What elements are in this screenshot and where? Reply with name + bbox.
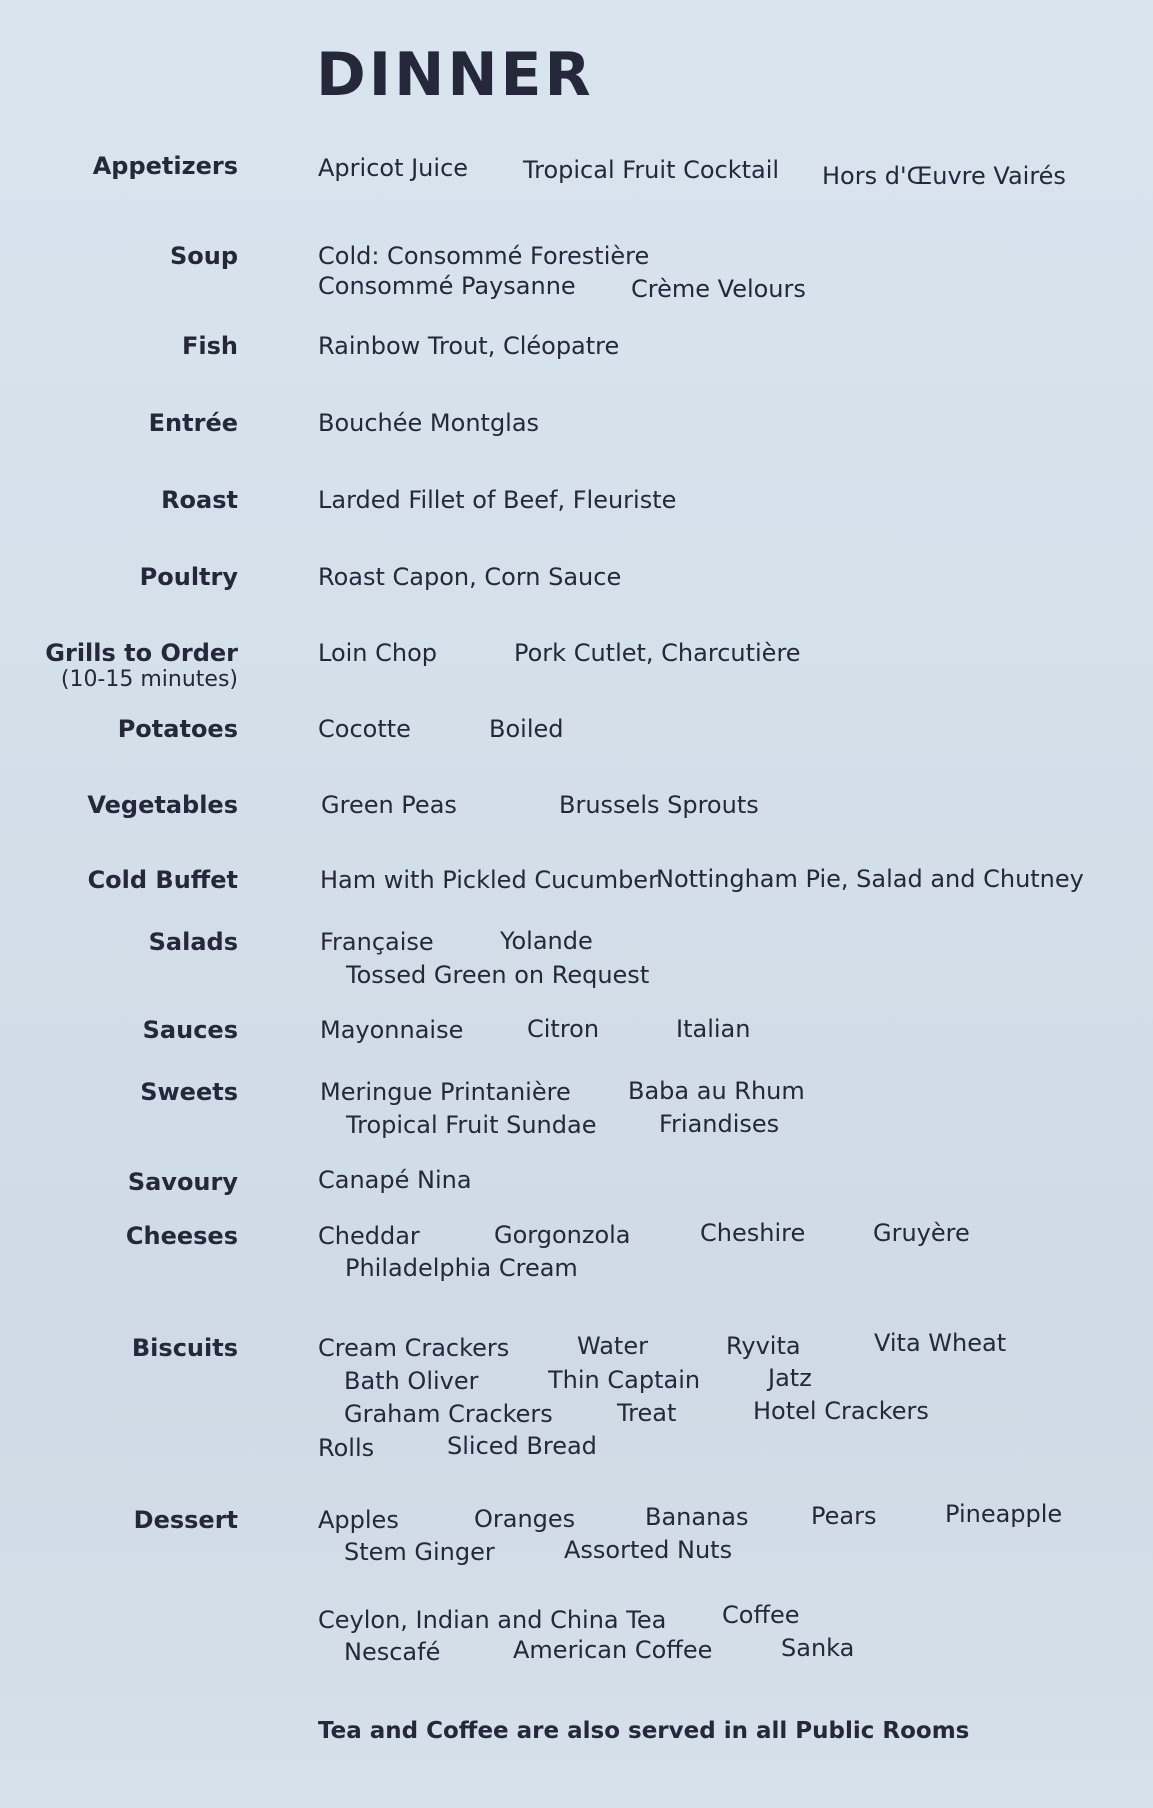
menu-item: Française xyxy=(320,928,434,956)
menu-item: Roast Capon, Corn Sauce xyxy=(318,563,622,591)
menu-item: American Coffee xyxy=(513,1636,713,1664)
menu-item: Larded Fillet of Beef, Fleuriste xyxy=(318,486,677,514)
section-label: Roast xyxy=(161,486,238,514)
section-label: Vegetables xyxy=(87,791,238,819)
menu-item: Tossed Green on Request xyxy=(346,961,650,989)
menu-item: Cheddar xyxy=(318,1222,420,1250)
section-label: Sweets xyxy=(140,1078,238,1106)
menu-item: Meringue Printanière xyxy=(320,1078,571,1106)
menu-item: Crème Velours xyxy=(631,275,806,303)
menu-item: Pears xyxy=(811,1502,877,1530)
menu-item: Sanka xyxy=(781,1634,855,1662)
menu-item: Baba au Rhum xyxy=(628,1077,805,1105)
menu-item: Ham with Pickled Cucumber xyxy=(320,866,658,894)
menu-item: Pineapple xyxy=(945,1500,1063,1528)
menu-item: Cream Crackers xyxy=(318,1334,510,1362)
menu-item: Apples xyxy=(318,1506,399,1534)
menu-item: Canapé Nina xyxy=(318,1166,472,1194)
section-label: Fish xyxy=(182,332,238,360)
menu-item: Yolande xyxy=(500,927,593,955)
menu-item: Apricot Juice xyxy=(318,154,469,182)
menu-item: Vita Wheat xyxy=(874,1329,1007,1357)
menu-item: Cocotte xyxy=(318,715,411,743)
menu-item: Brussels Sprouts xyxy=(559,791,759,819)
menu-item: Rainbow Trout, Cléopatre xyxy=(318,332,620,360)
menu-item: Oranges xyxy=(474,1505,576,1533)
section-label: Poultry xyxy=(139,563,238,591)
section-sublabel: (10-15 minutes) xyxy=(60,667,238,692)
section-label: Potatoes xyxy=(117,715,238,743)
menu-item: Gorgonzola xyxy=(494,1221,631,1249)
section-label: Appetizers xyxy=(92,152,238,180)
menu-item: Bananas xyxy=(645,1503,749,1531)
menu-item: Water xyxy=(577,1332,648,1360)
menu-item: Pork Cutlet, Charcutière xyxy=(514,639,801,667)
section-label: Dessert xyxy=(133,1506,238,1534)
menu-item: Graham Crackers xyxy=(344,1400,553,1428)
menu-item: Loin Chop xyxy=(318,639,438,667)
menu-item: Mayonnaise xyxy=(320,1016,464,1044)
section-label: Biscuits xyxy=(131,1334,238,1362)
menu-item: Cold: Consommé Forestière xyxy=(318,242,650,270)
menu-item: Jatz xyxy=(768,1364,812,1392)
menu-item: Rolls xyxy=(318,1434,375,1462)
section-label: Soup xyxy=(169,242,238,270)
menu-item: Ceylon, Indian and China Tea xyxy=(318,1606,667,1634)
menu-item: Philadelphia Cream xyxy=(345,1254,578,1282)
menu-item: Cheshire xyxy=(700,1219,806,1247)
menu-item: Treat xyxy=(617,1399,677,1427)
section-label: Cheeses xyxy=(125,1222,238,1250)
menu-item: Tropical Fruit Cocktail xyxy=(523,156,780,184)
menu-item: Tropical Fruit Sundae xyxy=(346,1111,597,1139)
menu-item: Ryvita xyxy=(726,1332,801,1360)
menu-footer: Tea and Coffee are also served in all Public Rooms xyxy=(318,1718,970,1744)
menu-item: Hors d'Œuvre Vairés xyxy=(822,162,1066,190)
section-label: Cold Buffet xyxy=(87,866,238,894)
menu-item: Italian xyxy=(676,1015,751,1043)
menu-item: Assorted Nuts xyxy=(564,1536,733,1564)
menu-item: Friandises xyxy=(659,1110,780,1138)
section-label: Entrée xyxy=(148,409,238,437)
section-label: Savoury xyxy=(127,1168,238,1196)
menu-item: Thin Captain xyxy=(548,1366,701,1394)
menu-item: Citron xyxy=(527,1015,600,1043)
menu-item: Sliced Bread xyxy=(447,1432,597,1460)
menu-item: Boiled xyxy=(489,715,564,743)
section-label: Sauces xyxy=(142,1016,238,1044)
menu-item: Gruyère xyxy=(873,1219,970,1247)
menu-title: DINNER xyxy=(316,40,594,110)
menu-item: Bath Oliver xyxy=(344,1367,479,1395)
menu-item: Nottingham Pie, Salad and Chutney xyxy=(656,865,1084,893)
section-label: Grills to Order xyxy=(45,639,238,667)
menu-item: Consommé Paysanne xyxy=(318,272,576,300)
menu-item: Green Peas xyxy=(321,791,457,819)
menu-item: Nescafé xyxy=(344,1638,441,1666)
menu-item: Hotel Crackers xyxy=(753,1397,929,1425)
menu-item: Coffee xyxy=(722,1601,800,1629)
menu-item: Bouchée Montglas xyxy=(318,409,540,437)
menu-item: Stem Ginger xyxy=(344,1538,495,1566)
section-label: Salads xyxy=(148,928,238,956)
